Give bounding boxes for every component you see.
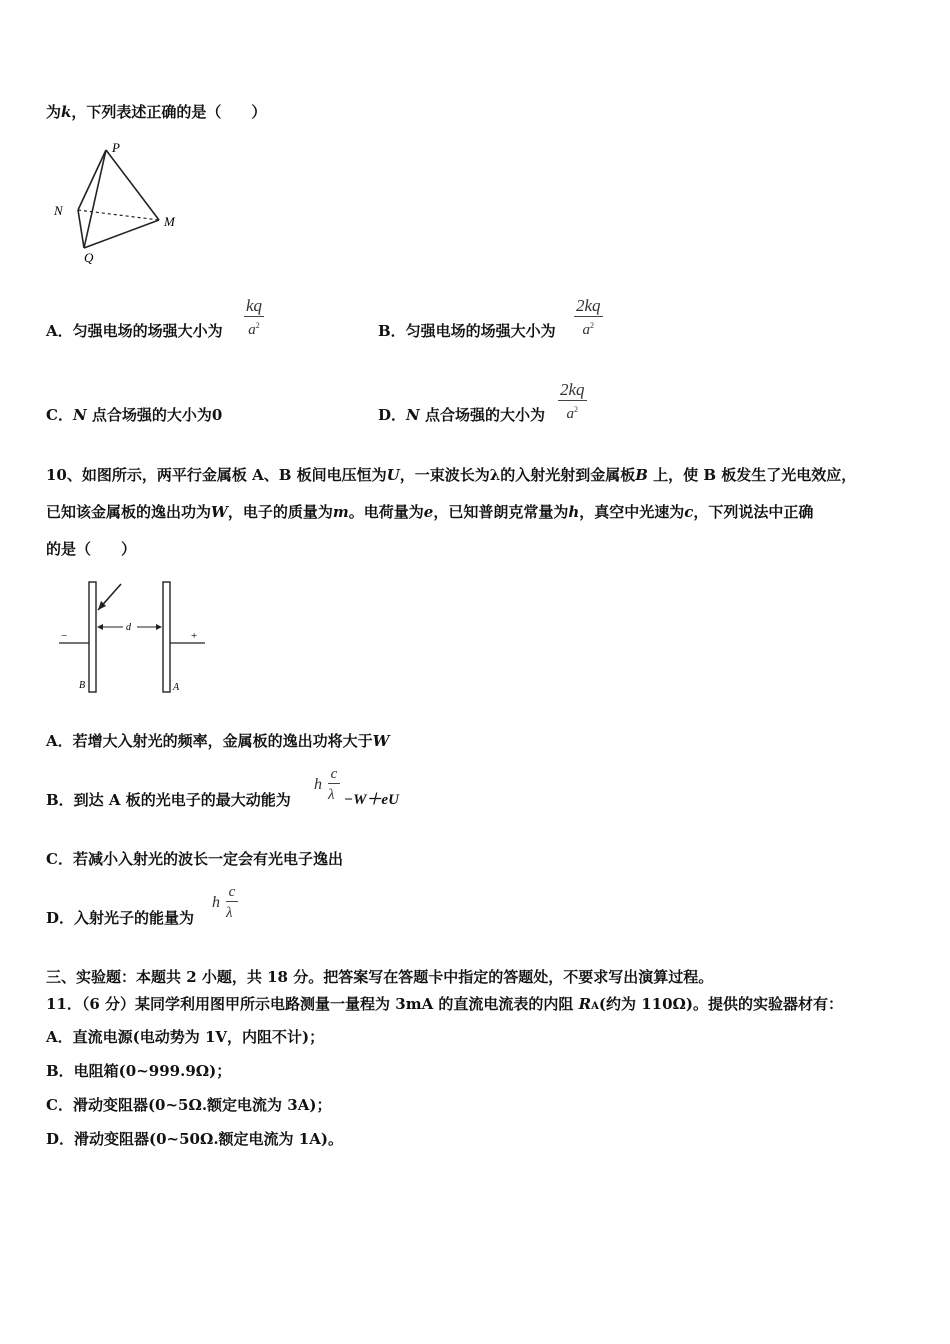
label-minus: − — [61, 630, 68, 642]
q9-option-a[interactable] — [46, 320, 223, 341]
q10-stem-line-3: 的是（ ） — [46, 540, 137, 558]
q10-stem-line-1: 10、如图所示，两平行金属板 A、B 板间电压恒为U，一束波长为λ的入射光射到金属板B 上，使 B 板发生了光电效应， — [46, 466, 857, 484]
q9-stem-post: ，下列表述正确的是（ ） — [71, 103, 267, 121]
q9-option-b[interactable] — [378, 320, 556, 341]
fraction-denominator: $a^2$ — [582, 321, 595, 338]
q9-option-d[interactable]: D．N 点合场强的大小为 — [378, 406, 545, 424]
label-m: M — [164, 214, 175, 229]
q9-stem-k: k — [61, 103, 72, 121]
parallel-plates-figure — [55, 578, 215, 700]
edge-pm — [106, 150, 159, 220]
fraction-denominator: $a^2$ — [248, 321, 260, 338]
fraction-denominator: $a^2$ — [566, 405, 579, 422]
q9-stem-pre: 为 — [46, 103, 62, 121]
q11-item-c: C．滑动变阻器(0~5Ω.额定电流为 3A)； — [46, 1096, 332, 1114]
edge-pq — [84, 150, 106, 248]
fraction-numerator: 2kq — [576, 296, 601, 315]
q9-option-b-fraction — [574, 296, 603, 339]
q9-option-a-text: A．匀强电场的场强大小为 — [46, 322, 223, 340]
q10-stem-line-2: 已知该金属板的逸出功为W，电子的质量为m。电荷量为e，已知普朗克常量为h，真空中光速为c，下列说法中正确 — [46, 503, 814, 521]
label-n: N — [54, 203, 63, 218]
plate-b — [89, 582, 96, 692]
plate-a — [163, 582, 170, 692]
q11-stem: 11．（6 分）某同学利用图甲所示电路测量一量程为 3mA 的直流电流表的内阻 RA(约为 110Ω)。提供的实验器材有： — [46, 995, 843, 1013]
edge-pn — [78, 150, 106, 210]
fraction-numerator: kq — [246, 296, 263, 315]
edge-qm — [84, 220, 159, 248]
q9-stem-end — [46, 101, 266, 122]
q10-option-d[interactable]: D．入射光子的能量为 — [46, 909, 195, 927]
q9-option-d-fraction — [558, 380, 587, 423]
edge-nq — [78, 210, 84, 248]
label-b: B — [79, 680, 86, 691]
tetrahedron-figure — [48, 138, 198, 266]
q11-item-b: B．电阻箱(0~999.9Ω)； — [46, 1062, 232, 1080]
label-q: Q — [84, 250, 94, 265]
q11-item-d: D．滑动变阻器(0~50Ω.额定电流为 1A)。 — [46, 1130, 343, 1148]
distance-arrow-right — [156, 624, 162, 630]
q9-option-b-text: B．匀强电场的场强大小为 — [378, 322, 556, 340]
section-3-heading: 三、实验题：本题共 2 小题，共 18 分。把答案写在答题卡中指定的答题处，不要求写出演算过程。 — [46, 968, 714, 986]
fraction-numerator: 2kq — [560, 380, 585, 399]
q10-option-b[interactable]: B．到达 A 板的光电子的最大动能为 — [46, 791, 291, 809]
label-d: d — [126, 622, 131, 633]
label-a: A — [173, 682, 180, 693]
label-plus: + — [191, 630, 198, 642]
q9-option-a-fraction — [244, 296, 264, 339]
q11-item-a: A．直流电源(电动势为 1V，内阻不计)； — [46, 1028, 325, 1046]
q10-option-a[interactable]: A．若增大入射光的频率，金属板的逸出功将大于W — [46, 732, 390, 750]
q9-option-c[interactable]: C．N 点合场强的大小为0 — [46, 406, 223, 424]
distance-arrow-left — [97, 624, 103, 630]
q10-option-c[interactable]: C．若减小入射光的波长一定会有光电子逸出 — [46, 850, 343, 868]
label-p: P — [112, 140, 120, 155]
